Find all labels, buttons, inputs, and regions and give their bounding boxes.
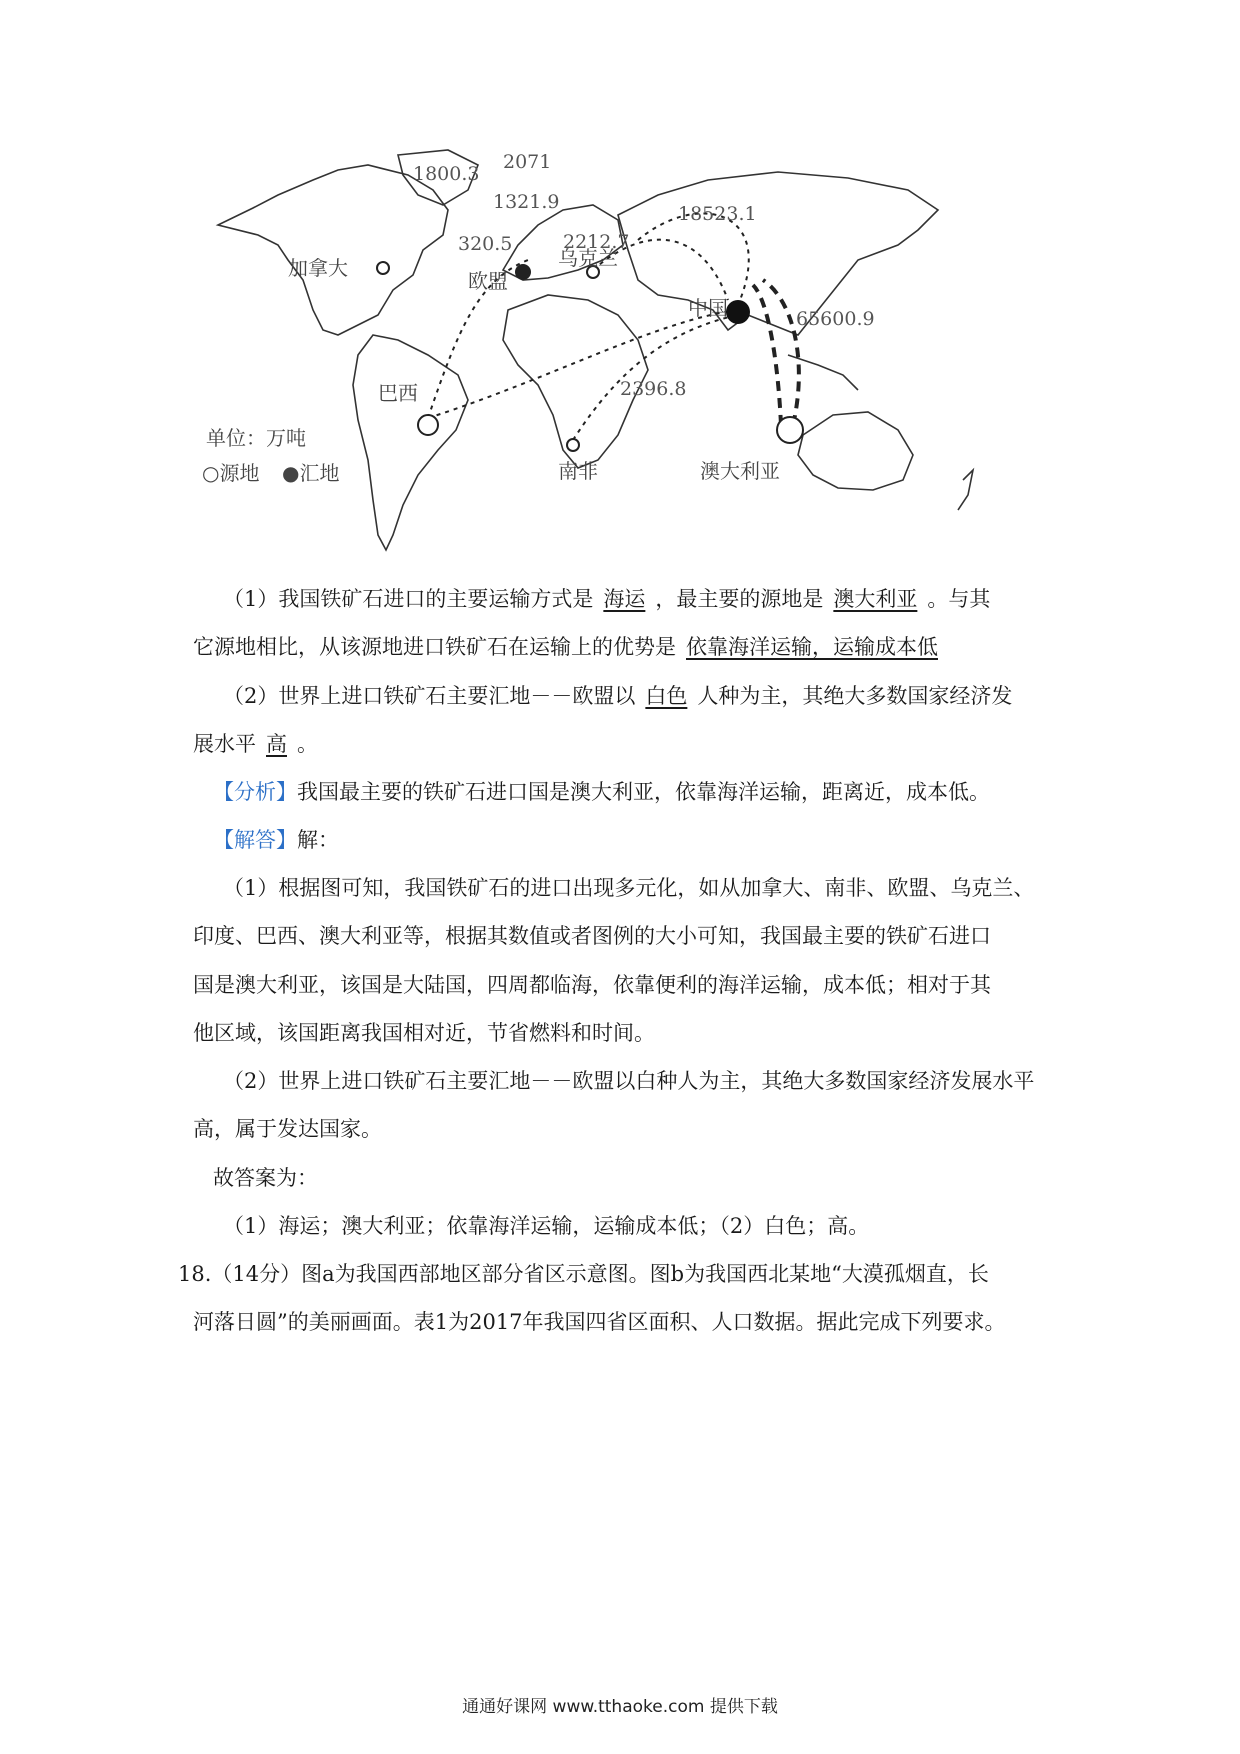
node-brazil xyxy=(418,415,438,435)
q1-answer-source: 澳大利亚 xyxy=(833,587,918,611)
q2-line1: （2）世界上进口铁矿石主要汇地－－欧盟以 白色 人种为主，其绝大多数国家经济发 xyxy=(223,681,1012,711)
solution-line: 高，属于发达国家。 xyxy=(193,1117,382,1141)
value-8: 2396.8 xyxy=(620,378,687,400)
solution-tag: 【解答】 xyxy=(213,828,297,852)
value-7: 65600.9 xyxy=(796,308,875,330)
footer: 通通好课网 www.tthaoke.com 提供下载 xyxy=(462,1697,778,1717)
legend-sink: ●汇地 xyxy=(282,461,340,485)
analysis: 【分析】我国最主要的铁矿石进口国是澳大利亚，依靠海洋运输，距离近，成本低。 xyxy=(213,780,990,804)
legend-source: ○源地 xyxy=(202,461,260,485)
node-eu xyxy=(515,264,531,280)
node-south-africa xyxy=(567,439,579,451)
q2-answer-race: 白色 xyxy=(645,684,688,708)
value-1: 1800.3 xyxy=(413,163,480,185)
node-china xyxy=(726,300,750,324)
q1-answer-advantage: 依靠海洋运输，运输成本低 xyxy=(686,635,938,659)
value-5: 2212.7 xyxy=(563,231,630,253)
value-2: 2071 xyxy=(503,151,552,173)
q1-line1: （1）我国铁矿石进口的主要运输方式是 海运 ，最主要的源地是 澳大利亚 。与其 xyxy=(223,584,990,614)
label-brazil: 巴西 xyxy=(378,381,418,405)
label-ukraine: 乌克兰 xyxy=(558,246,618,270)
label-canada: 加拿大 xyxy=(288,256,348,280)
label-eu: 欧盟 xyxy=(468,269,508,293)
q2-answer-level: 高 xyxy=(266,732,287,756)
q2-line2: 展水平 高 。 xyxy=(193,729,318,759)
solution-line: （2）世界上进口铁矿石主要汇地－－欧盟以白种人为主，其绝大多数国家经济发展水平 xyxy=(223,1069,1035,1093)
label-south-africa: 南非 xyxy=(558,459,598,483)
value-3: 1321.9 xyxy=(493,191,560,213)
analysis-tag: 【分析】 xyxy=(213,780,297,804)
node-australia xyxy=(777,417,803,443)
solution-line: 故答案为： xyxy=(213,1166,318,1190)
label-china: 中国 xyxy=(688,296,728,320)
route-brazil-china xyxy=(428,310,738,418)
question-18-line1: 18.（14分）图a为我国西部地区部分省区示意图。图b为我国西北某地“大漠孤烟直，长 xyxy=(178,1262,989,1286)
label-australia: 澳大利亚 xyxy=(700,459,780,483)
legend-unit: 单位：万吨 xyxy=(206,426,306,450)
continent-outlines xyxy=(218,150,973,550)
solution-line: 印度、巴西、澳大利亚等，根据其数值或者图例的大小可知，我国最主要的铁矿石进口 xyxy=(193,924,991,948)
value-6: 18523.1 xyxy=(678,203,757,225)
value-4: 320.5 xyxy=(458,233,513,255)
solution-line: 国是澳大利亚，该国是大陆国，四周都临海，依靠便利的海洋运输，成本低；相对于其 xyxy=(193,973,991,997)
q1-answer-transport: 海运 xyxy=(603,587,646,611)
node-canada xyxy=(377,262,389,274)
solution-line: （1）根据图可知，我国铁矿石的进口出现多元化，如从加拿大、南非、欧盟、乌克兰、 xyxy=(223,876,1035,900)
route-russia-china xyxy=(638,213,749,305)
solution-line: 他区域，该国距离我国相对近，节省燃料和时间。 xyxy=(193,1021,655,1045)
solution-header: 【解答】解： xyxy=(213,828,339,852)
question-18-line2: 河落日圆”的美丽画面。表1为2017年我国四省区面积、人口数据。据此完成下列要求。 xyxy=(193,1310,1006,1334)
q1-line2: 它源地相比，从该源地进口铁矿石在运输上的优势是 依靠海洋运输，运输成本低 xyxy=(193,632,948,662)
solution-line: （1）海运；澳大利亚；依靠海洋运输，运输成本低；（2）白色；高。 xyxy=(223,1214,870,1238)
iron-ore-trade-map xyxy=(202,150,1028,558)
